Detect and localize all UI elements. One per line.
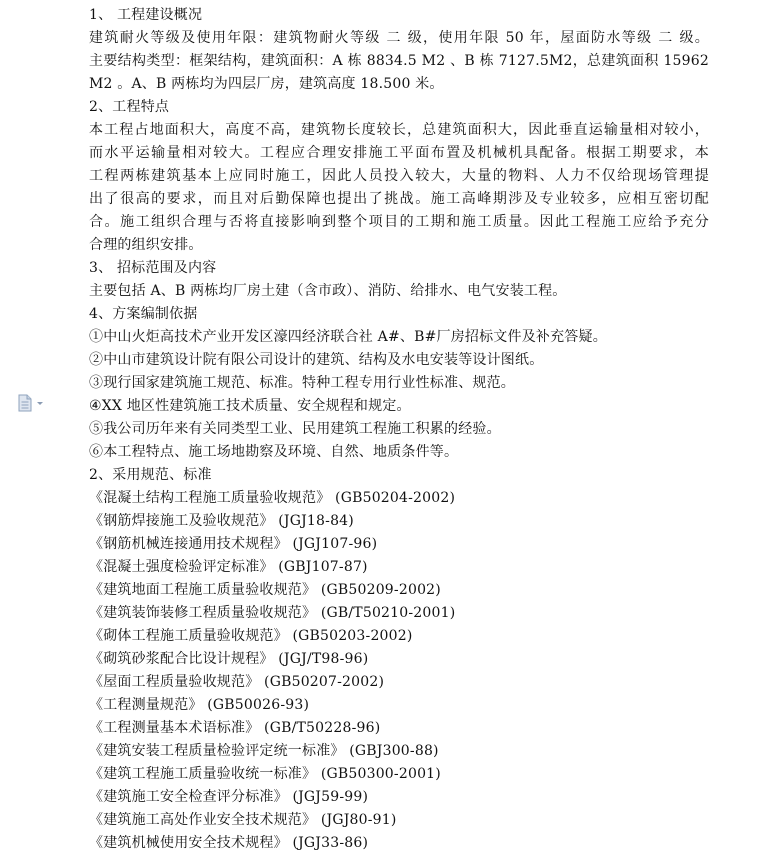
standard-item: 《建筑地面工程施工质量验收规范》 (GB50209-2002) — [89, 582, 441, 598]
standard-item: 《钢筋机械连接通用技术规程》 (JGJ107-96) — [89, 536, 378, 552]
section-heading-standards: 2、采用规范、标准 — [89, 467, 212, 483]
paragraph-line: 工程两栋建筑基本上应同时施工，因此人员投入较大，大量的物料、人力不仅给现场管理提 — [89, 168, 709, 184]
standard-item: 《钢筋焊接施工及验收规范》 (JGJ18-84) — [89, 513, 354, 529]
standard-item: 《砌筑砂浆配合比设计规程》 (JGJ/T98-96) — [89, 651, 369, 667]
section-heading-project-overview: 1、 工程建设概况 — [89, 7, 203, 23]
standard-item: 《建筑装饰装修工程质量验收规范》 (GB/T50210-2001) — [89, 605, 456, 621]
standard-item: 《混凝土强度检验评定标准》 (GBJ107-87) — [89, 559, 368, 575]
standard-item: 《建筑安装工程质量检验评定统一标准》 (GBJ300-88) — [89, 743, 439, 759]
document-body — [89, 4, 709, 855]
standard-item: 《工程测量基本术语标准》 (GB/T50228-96) — [89, 720, 381, 736]
paragraph-line: 出了很高的要求，而且对后勤保障也提出了挑战。施工高峰期涉及专业较多，应相互密切配 — [89, 191, 709, 207]
standard-item: 《建筑工程施工质量验收统一标准》 (GB50300-2001) — [89, 766, 441, 782]
list-item: ③现行国家建筑施工规范、标准。特种工程专用行业性标准、规范。 — [89, 375, 515, 391]
list-item: ①中山火炬高技术产业开发区濠四经济联合社 A#、B#厂房招标文件及补充答疑。 — [89, 329, 607, 345]
paragraph-line: M2 。A、B 两栋均为四层厂房，建筑高度 18.500 米。 — [89, 76, 444, 92]
list-item: ④XX 地区性建筑施工技术质量、安全规程和规定。 — [89, 398, 411, 414]
standard-item: 《屋面工程质量验收规范》 (GB50207-2002) — [89, 674, 385, 690]
section-heading-plan-basis: 4、方案编制依据 — [89, 306, 198, 322]
standard-item: 《工程测量规范》 (GB50026-93) — [89, 697, 310, 713]
standard-item: 《建筑施工高处作业安全技术规范》 (JGJ80-91) — [89, 812, 397, 828]
paragraph-line: 合理的组织安排。 — [89, 237, 203, 253]
section-heading-bid-scope: 3、 招标范围及内容 — [89, 260, 217, 276]
standard-item: 《砌体工程施工质量验收规范》 (GB50203-2002) — [89, 628, 413, 644]
list-item: ⑤我公司历年来有关同类型工业、民用建筑工程施工积累的经验。 — [89, 421, 501, 437]
paragraph-line: 主要结构类型：框架结构，建筑面积：A 栋 8834.5 M2 、B 栋 7127.5M2，总建筑面积 15962 — [89, 53, 709, 69]
paragraph-line: 本工程占地面积大，高度不高，建筑物长度较长，总建筑面积大，因此垂直运输量相对较小， — [89, 122, 709, 138]
section-heading-project-features: 2、工程特点 — [89, 99, 170, 115]
paragraph-line: 建筑耐火等级及使用年限：建筑物耐火等级 二 级，使用年限 50 年，屋面防水等级 二 级。 — [89, 30, 709, 46]
list-item: ⑥本工程特点、施工场地勘察及环境、自然、地质条件等。 — [89, 444, 459, 460]
standard-item: 《混凝土结构工程施工质量验收规范》 (GB50204-2002) — [89, 490, 456, 506]
paragraph-line: 主要包括 A、B 两栋均厂房土建（含市政）、消防、给排水、电气安装工程。 — [89, 283, 567, 299]
paragraph-line: 而水平运输量相对较大。工程应合理安排施工平面布置及机械机具配备。根据工期要求，本 — [89, 145, 709, 161]
standard-item: 《建筑施工安全检查评分标准》 (JGJ59-99) — [89, 789, 369, 805]
document-icon[interactable] — [17, 394, 47, 412]
list-item: ②中山市建筑设计院有限公司设计的建筑、结构及水电安装等设计图纸。 — [89, 352, 544, 368]
paragraph-line: 合。施工组织合理与否将直接影响到整个项目的工期和施工质量。因此工程施工应给予充分 — [89, 214, 709, 230]
standard-item: 《建筑机械使用安全技术规程》 (JGJ33-86) — [89, 835, 369, 851]
